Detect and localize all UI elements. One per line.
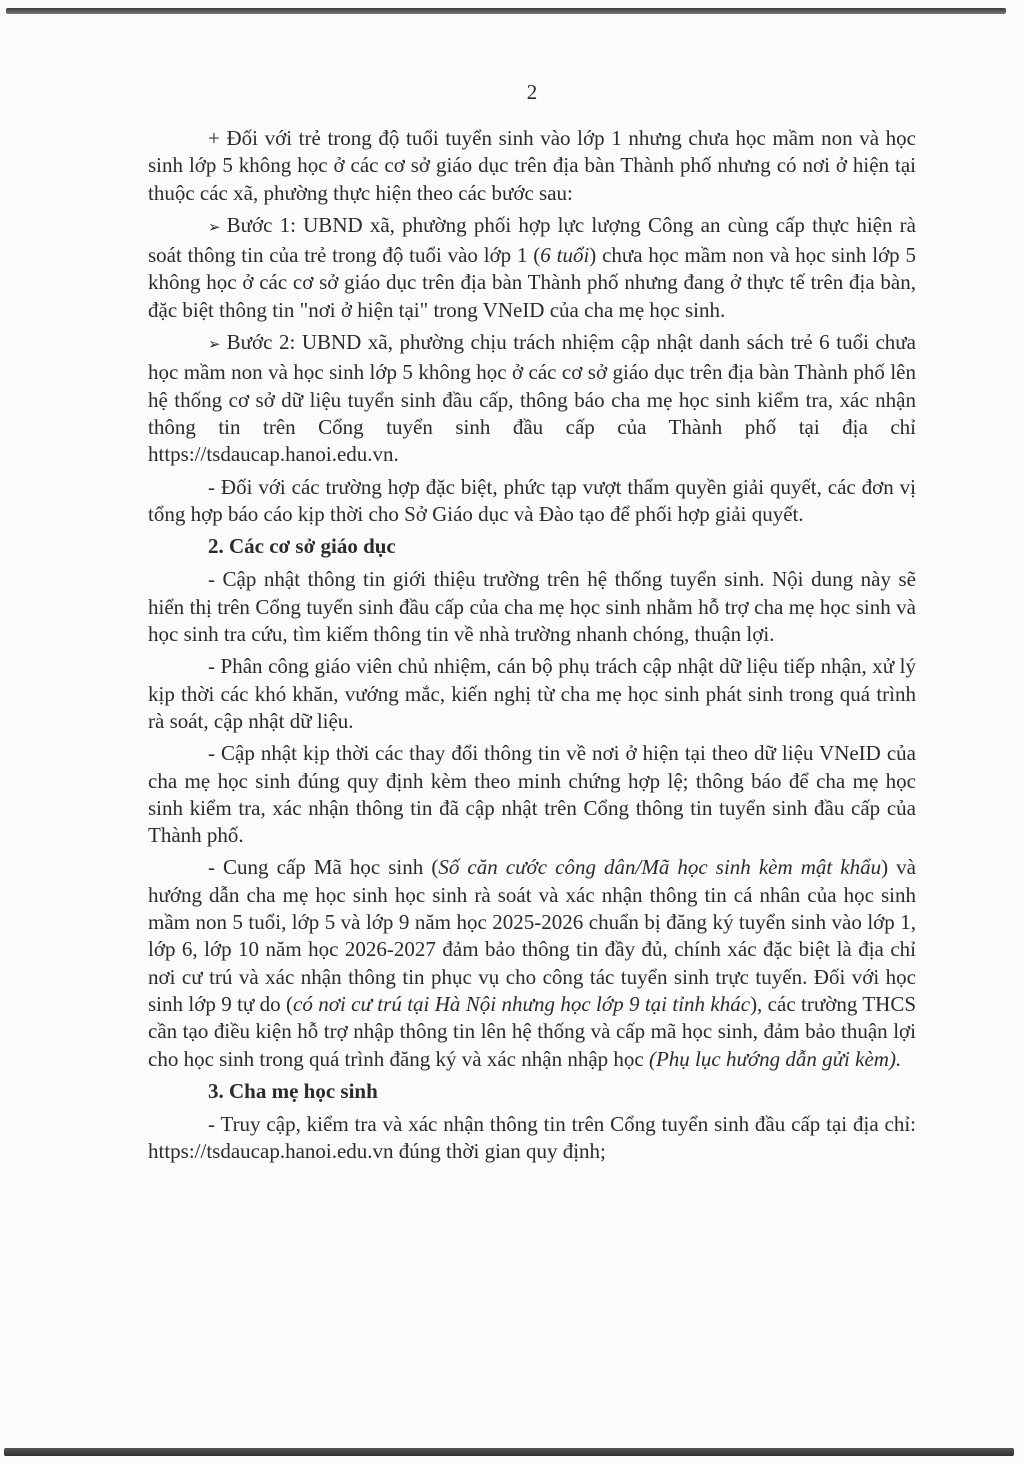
paragraph-step-1 [148, 212, 916, 324]
student-code-emphasis-2: có nơi cư trú tại Hà Nội nhưng học lớp 9 tại tỉnh khác [293, 991, 751, 1016]
paragraph-parents-access: - Truy cập, kiểm tra và xác nhận thông tin trên Cổng tuyển sinh đầu cấp tại địa chỉ: https://tsdaucap.hanoi.edu.vn đúng thời gian quy định; [148, 1112, 916, 1164]
heading-section-3: 3. Cha mẹ học sinh [208, 1078, 378, 1103]
step-1-text-a: Bước 1: UBND xã, phường phối hợp lực lượng Công an cùng cấp thực hiện rà soát thông tin của trẻ trong độ tuổi vào lớp 1 ( [148, 212, 916, 268]
paragraph-student-code [148, 854, 916, 1072]
step-2-text: Bước 2: UBND xã, phường chịu trách nhiệm cập nhật danh sách trẻ 6 tuổi chưa học mầm non và học sinh lớp 5 không học ở các cơ sở giáo dục trên địa bàn Thành phố lên hệ thống cơ sở dữ liệu tuyển sinh đầu cấp, thông báo cha mẹ học sinh kiểm tra, xác nhận thông tin trên Cổng tuyển sinh đầu cấp của Thành phố tại địa chỉ https://tsdaucap.hanoi.edu.vn. [148, 330, 916, 467]
paragraph-school-info: - Cập nhật thông tin giới thiệu trường trên hệ thống tuyển sinh. Nội dung này sẽ hiển thị trên Cổng tuyển sinh đầu cấp của cha mẹ học sinh nhằm hỗ trợ cha mẹ học sinh và học sinh tra cứu, tìm kiếm thông tin về nhà trường nhanh chóng, thuận lợi. [148, 567, 916, 647]
page-number: 2 [526, 80, 538, 104]
paragraph-assign-teachers: - Phân công giáo viên chủ nhiệm, cán bộ phụ trách cập nhật dữ liệu tiếp nhận, xử lý kịp thời các khó khăn, vướng mắc, kiến nghị từ cha mẹ học sinh phát sinh trong quá trình rà soát, cập nhật dữ liệu. [148, 654, 916, 733]
step-1-emphasis: 6 tuổi [540, 243, 590, 268]
arrow-bullet-icon: ➢ [208, 337, 221, 354]
student-code-emphasis-1: Số căn cước công dân/Mã học sinh kèm mật khẩu [438, 855, 882, 880]
step-1-text-b: ) chưa học mầm non và học sinh lớp 5 không học ở các cơ sở giáo dục trên địa bàn Thành phố nhưng đang ở thực tế trên địa bàn, đặc biệt thông tin "nơi ở hiện tại" trong VNeID của cha mẹ học sinh. [148, 243, 916, 322]
student-code-text-c: ), các trường THCS cần tạo điều kiện hỗ trợ nhập thông tin lên hệ thống và cấp mã học sinh, đảm bảo thuận lợi cho học sinh trong quá trình đăng ký và xác nhận nhập học [148, 991, 917, 1071]
student-code-emphasis-3: (Phụ lục hướng dẫn gửi kèm). [648, 1046, 902, 1071]
page-bottom-edge [4, 1448, 1014, 1456]
student-code-text-b: ) và hướng dẫn cha mẹ học sinh học sinh rà soát và xác nhận thông tin cá nhân của học sinh mầm non 5 tuổi, lớp 5 và lớp 9 năm học 2025-2026 chuẩn bị đăng ký tuyển sinh vào lớp 1, lớp 6, lớp 10 năm học 2026-2027 đảm bảo thông tin đầy đủ, chính xác đặc biệt là địa chỉ nơi cư trú và xác nhận thông tin phục vụ cho công tác tuyển sinh trực tuyến. Đối với học sinh lớp 9 tự do ( [148, 855, 916, 1016]
page-top-edge [6, 8, 1006, 14]
document-body [148, 80, 916, 1171]
heading-section-2: 2. Các cơ sở giáo dục [208, 534, 396, 559]
paragraph-step-2 [148, 329, 916, 468]
paragraph-update-address: - Cập nhật kịp thời các thay đổi thông tin về nơi ở hiện tại theo dữ liệu VNeID của cha mẹ học sinh đúng quy định kèm theo minh chứng hợp lệ; thông báo để cha mẹ học sinh kiểm tra, xác nhận thông tin đã cập nhật trên Cổng thông tin tuyển sinh đầu cấp của Thành phố. [148, 741, 916, 848]
student-code-text-a: - Cung cấp Mã học sinh ( [208, 855, 439, 880]
paragraph-intro: + Đối với trẻ trong độ tuổi tuyển sinh vào lớp 1 nhưng chưa học mầm non và học sinh lớp 5 không học ở các cơ sở giáo dục trên địa bàn Thành phố nhưng có nơi ở hiện tại thuộc các xã, phường thực hiện theo các bước sau: [148, 126, 916, 205]
paragraph-special-cases: - Đối với các trường hợp đặc biệt, phức tạp vượt thẩm quyền giải quyết, các đơn vị tổng hợp báo cáo kịp thời cho Sở Giáo dục và Đào tạo để phối hợp giải quyết. [148, 474, 916, 526]
arrow-bullet-icon: ➢ [208, 219, 221, 236]
